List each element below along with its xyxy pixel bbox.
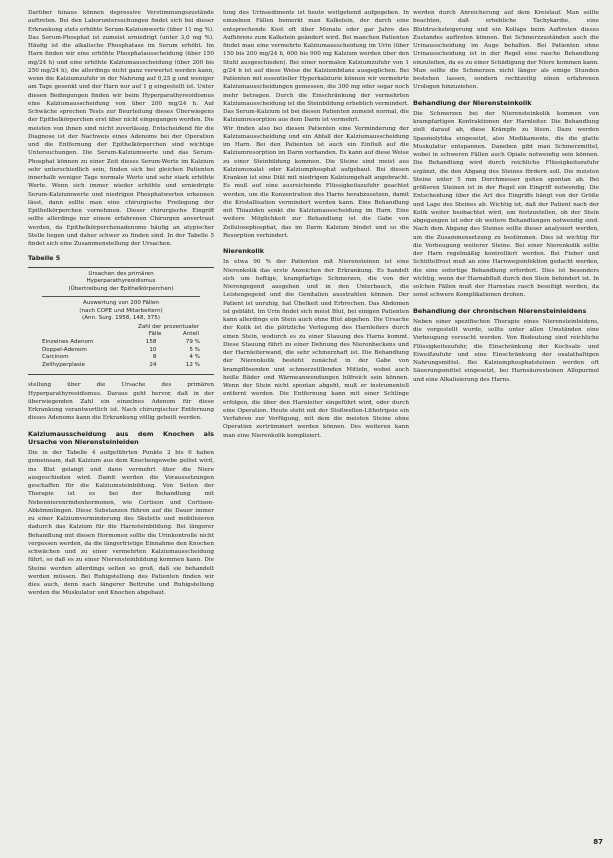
table-row <box>42 354 200 362</box>
table-row <box>42 347 200 355</box>
paragraph: In etwa 90 % der Patienten mit Nierensteinen ist eine Nierenkolik das erste Anzeichen der Erkrankung. Es handelt sich um heftige, krampfartige Schmerzen, die von der Nierengegend ausgehen und in den Unterbauch, die Leistengegend und die Genitalien ausstrahlen können. Der Patient ist unruhig, hat Übelkeit und Erbrechen. Das Abdomen ist gebläht. Im Urin findet sich meist Blut, bei einigen Patienten kann allerdings ein Stein auch ohne Blut abgehen. Die Ursache der Kolik ist die plötzliche Verlegung des Harnleiters durch einen Stein, wodurch es zu einer Stauung des Harns kommt. Diese Stauung führt zu einer Dehnung des Nierenbeckens und der Harnleiterwand, die sehr schmerzhaft ist. Die Behandlung der Nierenkolik besteht zunächst in der Gabe von krampflösenden und schmerzstillenden Mitteln, wobei auch heiße Bäder und Wärmeanwendungen hilfreich sein können. Wenn der Stein nicht spontan abgeht, muß er instrumentell entfernt werden. Die Entfernung kann mit einer Schlinge erfolgen, die über den Harnleiter eingeführt wird, oder durch eine Operation. Heute steht mit der Stoßwellen-Lithotripsie ein Verfahren zur Verfügung, mit dem die meisten Steine ohne Operation zertrümmert werden können. Des weiteren kann man eine Nierenkolik kompliziert. <box>223 259 409 439</box>
table-title-line: (Übertreibung der Epithelkörperchen) <box>68 285 174 292</box>
section-heading: Behandlung der Nierensteinkolik <box>413 98 532 107</box>
cause-name: Zellhyperplasie <box>42 361 85 368</box>
cause-percent: 5 % <box>189 346 200 353</box>
cause-percent: 4 % <box>189 354 200 361</box>
cause-name: Doppel-Adenom <box>42 346 87 353</box>
section-heading: Kalziumausscheidung aus dem Knochen als Ursache von Nierensteinleiden <box>28 429 214 446</box>
table-divider <box>42 296 200 297</box>
page-number: 87 <box>593 838 603 846</box>
table-row <box>42 339 200 347</box>
table-title-line: Hyperparathyreoidismus <box>86 278 156 285</box>
table-body <box>42 323 200 369</box>
section-heading: Nierenkolik <box>223 247 265 255</box>
section-heading: Behandlung der chronischen Nierensteinleidens <box>413 306 587 315</box>
paragraph: werden durch Anreicherung auf dem Kreislauf. Man sollte beachten, daß erhebliche Tachykardie, eine Blutdrucksteigerung und ein Kollaps beim Auftreten dieses Zustandes auftreten können. Bei Schmerzzuständen auch die Urinausscheidung im Auge behalten. Bei Patienten ohne Urinausscheidung ist in der Regel eine rasche Behandlung einzuleiten, da es zu einer Schädigung der Niere kommen kann. Man sollte die Schmerzen nicht länger als einige Stunden bestehen lassen, sondern rechtzeitig einen erfahrenen Urologen hinzuziehen. <box>413 10 599 91</box>
cause-percent: 79 % <box>185 339 200 346</box>
paragraph: Darüber hinaus können depressive Verstimmungszustände auftreten. Bei den Laboruntersuchungen findet sich bei dieser Erkrankung stets erhöhte Serum-Kalziumwerte (über 11 mg %). Das Serum-Phosphat ist zumeist erniedrigt (unter 3,0 mg %). Häufig ist die alkalische Phosphatase im Serum erhöht. Im Harn finden wir eine erhöhte Phosphatausscheidung (über 150 mg/24 h) und eine erhöhte Kalziumausscheidung (über 200 bis 250 mg/24 h), die allerdings nicht ganz verwertet werden kann, wenn die Kalziumzufuhr in der Nahrung auf 0,25 g und weniger am Tage gesenkt und der Harn nur auf 1 g eingestellt ist. Unter diesen Bedingungen finden wir beim Hyperparathyreoidismus eine Kalziumausscheidung von über 200 mg/24 h. Auf Schwäche sprechen Tests zur Beurteilung dieses Überwiegens der Epithelkörperchen erst über nicht eingegangen werden. Die meisten von ihnen sind nicht zuverlässig. Entscheidend für die Diagnose ist der Nachweis eines Adenoms bei der Operation und die Entfernung der Epithelkörperchen sind wichtige Untersuchungen. Die Serum-Kalziumwerte und das Serum-Phosphat können zu einer Zeit dieses Serum-Werte im Kalzium sehr unterschiedlich sein, finden sich bei gleichen Patienten innerhalb weniger Tage normale Werte und sehr stark erhöhte Werte. Wenn sich immer wieder erhöhte und erniedrigte Serum-Kalziumwerte und niedrigen Phosphatwerten erkennen lässt, dann sollte man eine chirurgische Freilegung der Epithelkörperchen vornehmen. Dieser chirurgische Eingriff sollte allerdings nur einem erfahrenen Chirurgen anvertraut werden, da Epithelkörperchenadenome häufig an atypischer Stelle liegen und daher schwer zu finden sind. In der Tabelle 5 findet sich eine Zusammenstellung der Ursachen. <box>28 10 214 247</box>
cause-count: 158 <box>145 339 157 346</box>
table-header-row <box>42 323 200 339</box>
table-subtitle-line: Auswertung von 200 Fällen <box>83 300 159 307</box>
col-header-count: Zahl der Fälle <box>138 324 162 338</box>
paragraph: Wir finden also bei diesen Patienten eine Verminderung der Kalziumausscheidung und ein Abfall der Kalziumausscheidung im Harn. Bei den Patienten ist auch ein Einfluß auf die Kalziumresorption im Darm vorhanden. Es kann auf diese Weise zu einer Steinbildung kommen. Die Steine sind meist aus Kalziumoxalat oder Kalziumphosphat aufgebaut. Bei diesen Kranken ist eine Diät mit niedrigem Kalziumgehalt angebracht. Es muß auf eine ausreichende Flüssigkeitszufuhr geachtet werden, um die Konzentration des Harns herabzusetzen, damit die Kristallisation vermindert werden kann. Eine Behandlung mit Thiaziden senkt die Kalziumausscheidung im Harn. Eine weitere Möglichkeit zur Behandlung ist die Gabe von Zellulosephosphat, das im Darm Kalzium bindet und so die Resorption verhindert. <box>223 125 409 239</box>
column-left <box>28 9 214 845</box>
table-title-line: Ursachen des primären <box>88 270 154 277</box>
cause-count: 24 <box>149 361 157 368</box>
cause-percent: 12 % <box>185 361 200 368</box>
table-title <box>42 271 200 294</box>
table-subtitle-line: (nach COPE und Mitarbeitern) <box>79 307 163 314</box>
paragraph: Die in der Tabelle 4 aufgeführten Punkte 2 bis 6 haben gemeinsam, daß Kalzium aus dem Knochengewebe gelöst wird, ins Blut gelangt und dann vermehrt über die Niere ausgeschieden wird. Damit werden die Voraussetzungen geschaffen für die Kalziumsteinbildung. Von Seiten der Therapie ist es bei der Behandlung mit Nebennierenrindenhormonen, wie Cortison und Cortison-Abkömmlingen. Diese Substanzen führen auf die Dauer immer zu einer Kalziumverminderung des Skeletts und mobilisieren dadurch das Kalzium für die Harnsteinbildung. Bei längerer Behandlung mit diesen Hormonen sollte die Urinkontrolle nicht vergessen werden, da die längerfristige Einnahme den Knochen schwächen und zu einer vermehrten Kalziumausscheidung führt, so daß es zu einer Nierensteinbildung kommen kann. Die Steine werden allerdings selten so groß, daß sie behandelt werden müssen. Bei Ruhigstellung des Patienten finden wir dies auch, denn nach längerer Bettruhe und Ruhigstellung werden die Muskulatur und Knochen abgebaut. <box>28 450 214 597</box>
col-header-percent: prozentualer Anteil <box>163 324 199 338</box>
table-subtitle-line: (Ann. Surg. 1958, 148, 375) <box>82 315 160 322</box>
table-causes <box>28 267 214 376</box>
column-right <box>413 9 599 845</box>
cause-count: 10 <box>149 346 157 353</box>
paragraph: Die Schmerzen bei der Nierensteinkolik kommen von krampfartigen Kontraktionen der Harnleiter. Die Behandlung zielt darauf ab, diese Krämpfe zu lösen. Dazu werden Spasmolytika eingesetzt, also Medikamente, die die glatte Muskulatur entspannen. Daneben gibt man Schmerzmittel, wobei in schweren Fällen auch Opiate notwendig sein können. Die Behandlung wird durch reichliche Flüssigkeitszufuhr ergänzt, die den Abgang des Steines fördern soll. Die meisten Steine unter 5 mm Durchmesser gehen spontan ab. Bei größeren Steinen ist in der Regel ein Eingriff notwendig. Die Entscheidung über die Art des Eingriffs hängt von der Größe und Lage des Steines ab. Wichtig ist, daß der Patient nach der Kolik weiter beobachtet wird, um festzustellen, ob der Stein abgegangen ist oder ob weitere Behandlungen notwendig sind. Nach dem Abgang des Steines sollte dieser analysiert werden, um die Zusammensetzung zu bestimmen. Dies ist wichtig für die Vorbeugung weiterer Steine. Bei einer Nierenkolik sollte der Harn regelmäßig kontrolliert werden. Bei Fieber und Schüttelfrost muß an eine Harnwegsinfektion gedacht werden, die eine sofortige Behandlung erfordert. Dies ist besonders wichtig, wenn der Harnabfluß durch den Stein behindert ist. In solchen Fällen muß der Harnstau rasch beseitigt werden, da sonst schwere Komplikationen drohen. <box>413 110 599 299</box>
table-row <box>42 362 200 370</box>
table-label: Tabelle 5 <box>28 254 61 263</box>
cause-name: Einzelnes Adenom <box>42 339 94 346</box>
paragraph: Neben einer spezifischen Therapie eines Nierensteinleidens, die vorgestellt wurde, sollte unter allen Umständen eine Vorbeugung versucht werden. Von Bedeutung sind reichliche Flüssigkeitszufuhr, die Einschränkung der Kochsalz- und Eiweißzufuhr und eine Einschränkung der oxalathaltigen Nahrungsmittel. Bei Kalziumphosphatsteinen werden oft Säuerungsmittel eingesetzt, bei Harnsäuresteinen Allopurinol und eine Alkalisierung des Harns. <box>413 318 599 383</box>
column-middle <box>223 9 409 845</box>
table-subtitle <box>42 300 200 323</box>
paragraph: lung des Urinsediments ist heute weitgehend aufgegeben. In einzelnen Fällen bemerkt man Kalkstein, der durch eine entsprechende Kost oft über Monate oder gar Jahre des Aufhörens zum Kalkstein geändert wird. Bei manchen Patienten findet man eine vermehrte Kalziumausscheidung im Urin (über 150 bis 200 mg/24 h, 600 bis 900 mg Kalzium werden über den Stuhl ausgeschieden). Bei einer normalen Kalziumzufuhr von 1 g/24 h ist auf diese Weise die Kalziumbilanz ausgeglichen. Bei Patienten mit essentieller Hyperkalziurie können wir vermehrte Kalziumausscheidungen gemessen, die 300 mg oder sogar noch mehr betragen. Durch die Einschränkung der vermehrten Kalziumausscheidung ist die Steinbildung erheblich vermindert. Das Serum-Kalzium ist bei diesen Patienten zumeist normal, die Kalziumresorption aus dem Darm ist vermehrt. <box>223 10 409 124</box>
cause-name: Carcinom <box>42 354 69 361</box>
paragraph: stellung über die Ursache des primären Hyperparathyreoidismus. Daraus geht hervor, daß in der überwiegenden Zahl ein einzelnes Adenom für diese Erkrankung verantwortlich ist. Nach chirurgischer Entfernung dieses Adenoms kann die Erkrankung völlig geheilt werden. <box>28 382 214 422</box>
cause-count: 8 <box>152 354 157 361</box>
